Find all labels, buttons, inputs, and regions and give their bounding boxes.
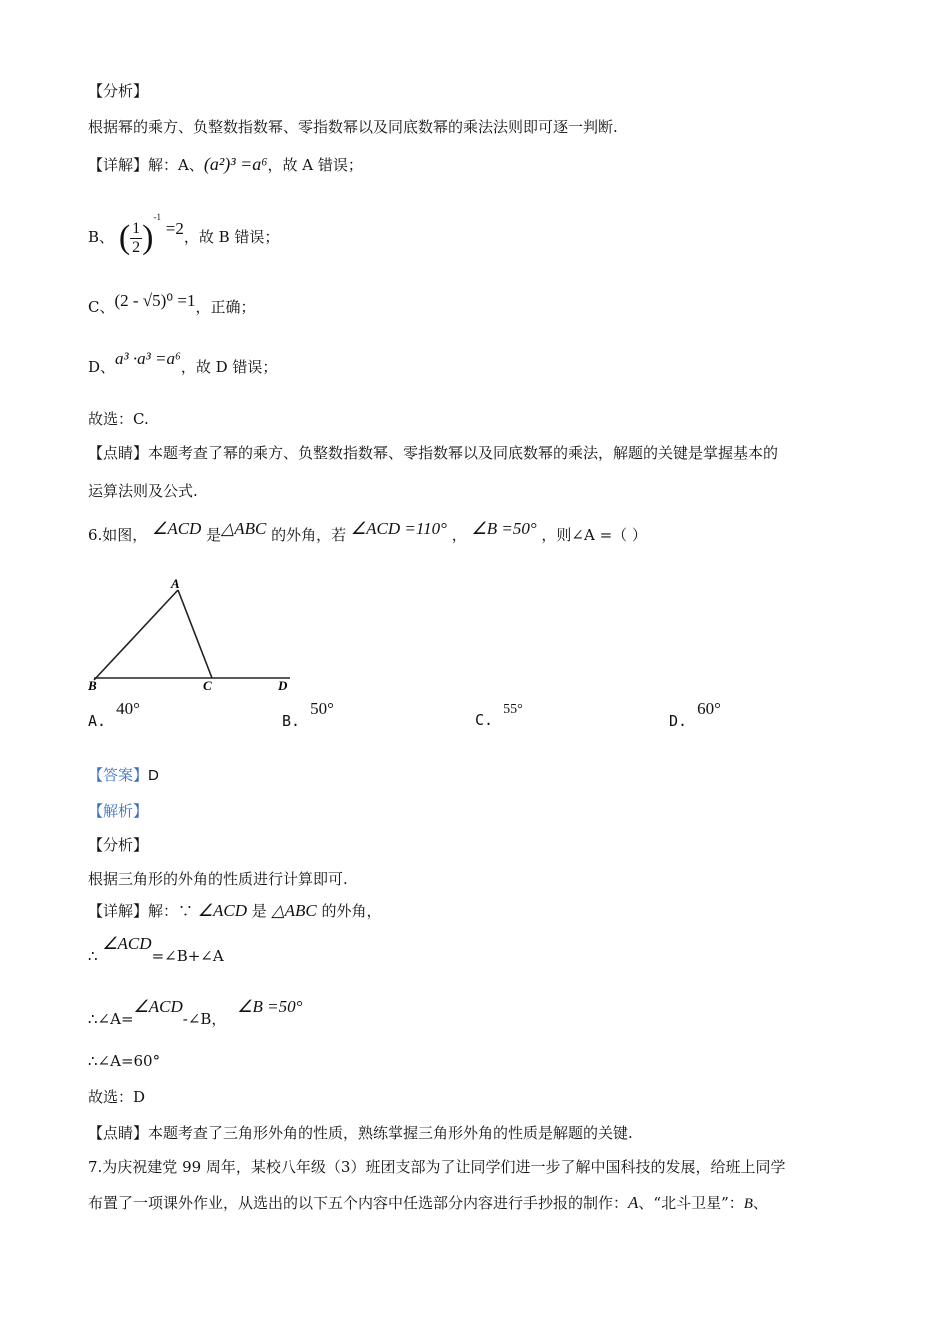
q6-comma: ， bbox=[451, 526, 467, 544]
step-3: ∴∠A=60° bbox=[88, 1052, 161, 1070]
side-ac bbox=[178, 590, 212, 678]
label-a: A bbox=[171, 576, 180, 591]
fraction-one-half: $\frac{1}{2}$ bbox=[132, 219, 141, 256]
step-2 bbox=[88, 996, 303, 1028]
step2-rest: -∠B， bbox=[182, 1010, 227, 1028]
q7-line-2-end: 、 bbox=[752, 1194, 768, 1212]
answer-line bbox=[88, 764, 159, 785]
q6-detail-is: 是 bbox=[247, 902, 272, 920]
q6-triangle-abc: △ABC bbox=[221, 519, 267, 538]
a-suffix: ，故 A 错误； bbox=[267, 156, 363, 174]
q6-analysis-text: 根据三角形的外角的性质进行计算即可. bbox=[88, 870, 348, 888]
label-d: D bbox=[278, 678, 288, 693]
q6-angle-acd: ∠ACD bbox=[152, 519, 202, 538]
right-paren: ) bbox=[142, 219, 154, 256]
math-d: a³ ·a³ =a⁶ bbox=[115, 349, 181, 368]
c-suffix: ，正确； bbox=[195, 298, 256, 316]
step1-angle: ∠ACD bbox=[102, 934, 152, 953]
detail-line-b bbox=[88, 212, 279, 257]
choice-line: 故选：C. bbox=[88, 410, 149, 428]
comment-line-1: 【点睛】本题考查了幂的乘方、负整数指数幂、零指数幂以及同底数幂的乘法，解题的关键是掌握基本的 bbox=[88, 444, 779, 462]
detail-line-d bbox=[88, 349, 278, 377]
q6-detail-line bbox=[88, 900, 382, 921]
d-suffix: ，故 D 错误； bbox=[180, 358, 278, 376]
step2-angle: ∠ACD bbox=[133, 997, 183, 1016]
q6-detail-suffix: 的外角， bbox=[316, 902, 382, 920]
option-b[interactable]: B.50° bbox=[282, 699, 334, 730]
comment-line-2: 运算法则及公式. bbox=[88, 482, 198, 500]
label-c: C bbox=[203, 678, 212, 693]
q6-question bbox=[88, 518, 647, 544]
q7-line-2 bbox=[88, 1192, 768, 1213]
q7-letter-b: B bbox=[743, 1196, 753, 1212]
math-c: (2 - √5)⁰ =1 bbox=[114, 291, 196, 310]
option-a[interactable]: A.40° bbox=[88, 699, 140, 730]
b-exponent: -1 bbox=[153, 212, 161, 222]
q6-ask: ，则∠A =（ ） bbox=[541, 526, 647, 544]
q6-analysis-title: 【分析】 bbox=[88, 836, 149, 854]
step1-lead: ∴ bbox=[88, 947, 103, 965]
analysis-text: 根据幂的乘方、负整数指数幂、零指数幂以及同底数幂的乘法法则即可逐一判断. bbox=[88, 118, 618, 136]
q6-given-2: ∠B =50° bbox=[471, 519, 537, 538]
q6-is: 是 bbox=[206, 526, 222, 544]
answer-value: D bbox=[148, 767, 159, 784]
side-ab bbox=[94, 590, 178, 680]
q6-detail-prefix: 【详解】解：∵ bbox=[88, 902, 198, 920]
step2-given: ∠B =50° bbox=[237, 997, 303, 1016]
detail-prefix: 【详解】解：A、 bbox=[88, 156, 204, 174]
b-rhs: =2 bbox=[165, 219, 184, 238]
q6-detail-angle: ∠ACD bbox=[197, 901, 248, 920]
triangle-figure bbox=[84, 572, 304, 696]
q6-detail-triangle: △ABC bbox=[271, 901, 317, 920]
label-b: B bbox=[88, 678, 97, 693]
step2-lead: ∴∠A= bbox=[88, 1010, 134, 1028]
c-prefix: C、 bbox=[88, 298, 115, 316]
option-d[interactable]: D.60° bbox=[669, 699, 721, 730]
math-a: (a²)³ =a⁶ bbox=[203, 154, 268, 174]
option-c[interactable]: C.55° bbox=[475, 702, 523, 729]
step1-rest: =∠B+∠A bbox=[151, 947, 224, 965]
q6-comment: 【点睛】本题考查了三角形外角的性质，熟练掌握三角形外角的性质是解题的关键. bbox=[88, 1124, 633, 1142]
detail-line-a bbox=[88, 154, 363, 175]
explain-tag: 【解析】 bbox=[88, 802, 149, 820]
q6-mid: 的外角，若 bbox=[271, 526, 347, 544]
b-suffix: ，故 B 错误； bbox=[183, 228, 280, 246]
analysis-title: 【分析】 bbox=[88, 82, 149, 100]
answer-tag: 【答案】 bbox=[88, 766, 149, 784]
q7-line-2-main: 布置了一项课外作业，从选出的以下五个内容中任选部分内容进行手抄报的制作： bbox=[88, 1194, 629, 1212]
b-prefix: B、 bbox=[88, 228, 115, 246]
q6-given-1: ∠ACD =110° bbox=[350, 519, 447, 538]
q7-line-2-mid: 、“北斗卫星”： bbox=[638, 1194, 744, 1212]
q7-line-1: 7.为庆祝建党 99 周年，某校八年级（3）班团支部为了让同学们进一步了解中国科技的发展，给班上同学 bbox=[88, 1158, 786, 1176]
step-1 bbox=[88, 934, 224, 965]
left-paren: ( bbox=[118, 219, 131, 256]
d-prefix: D、 bbox=[88, 358, 116, 376]
q7-letter-a: A bbox=[628, 1193, 639, 1212]
q6-choice: 故选：D bbox=[88, 1088, 146, 1106]
q6-prefix: 6.如图， bbox=[88, 526, 148, 544]
detail-line-c bbox=[88, 291, 256, 317]
